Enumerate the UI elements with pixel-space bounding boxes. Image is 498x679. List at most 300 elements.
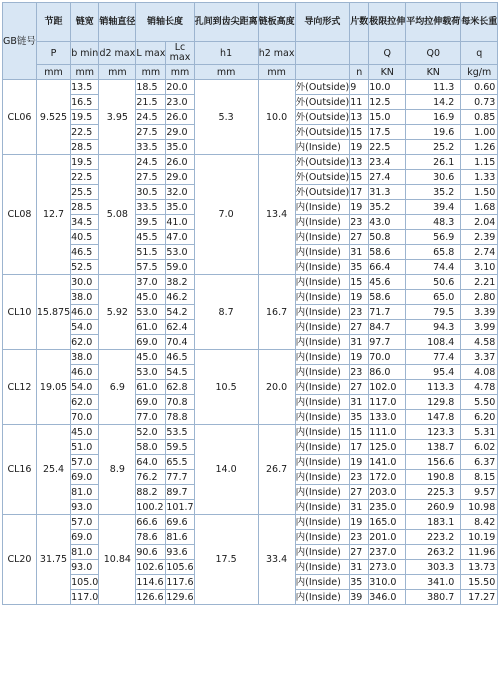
- wt-cell: 2.04: [461, 215, 498, 230]
- pin-len-cell: 37.0: [136, 275, 166, 290]
- pin-len-cell: 100.2: [136, 500, 166, 515]
- avg-cell: 138.7: [406, 440, 461, 455]
- header-ult: 极限拉伸: [369, 3, 406, 42]
- plates-cell: 19: [350, 350, 369, 365]
- guide-cell: 内(Inside): [295, 560, 350, 575]
- plates-cell: 31: [350, 245, 369, 260]
- table-row: [3, 275, 498, 290]
- unit-inner-width: mm: [71, 65, 99, 80]
- pin-len-cell: 30.5: [136, 185, 166, 200]
- avg-cell: 56.9: [406, 230, 461, 245]
- ult-cell: 31.3: [369, 185, 406, 200]
- ult-cell: 111.0: [369, 425, 406, 440]
- inner-width-cell: 19.5: [71, 110, 99, 125]
- model-cell: CL12: [3, 350, 37, 425]
- symbol-inner-width: b min: [71, 42, 99, 65]
- ult-cell: 17.5: [369, 125, 406, 140]
- inner-width-cell: 28.5: [71, 200, 99, 215]
- pin-lc-cell: 26.0: [166, 110, 194, 125]
- plates-cell: 27: [350, 320, 369, 335]
- plates-cell: 31: [350, 335, 369, 350]
- pin-len-cell: 69.0: [136, 395, 166, 410]
- guide-cell: 内(Inside): [295, 260, 350, 275]
- ult-cell: 22.5: [369, 140, 406, 155]
- header-pitch: 节距: [36, 3, 70, 42]
- avg-cell: 14.2: [406, 95, 461, 110]
- table-body: [3, 3, 498, 605]
- avg-cell: 50.6: [406, 275, 461, 290]
- guide-cell: 内(Inside): [295, 545, 350, 560]
- symbol-plate-h: h2 max: [258, 42, 295, 65]
- guide-cell: 内(Inside): [295, 470, 350, 485]
- plates-cell: 31: [350, 395, 369, 410]
- avg-cell: 303.3: [406, 560, 461, 575]
- ult-cell: 58.6: [369, 290, 406, 305]
- plates-cell: 13: [350, 110, 369, 125]
- pin-lc-cell: 62.4: [166, 320, 194, 335]
- pin-lc-cell: 47.0: [166, 230, 194, 245]
- pin-lc-cell: 89.7: [166, 485, 194, 500]
- chain-spec-table: [2, 2, 498, 605]
- avg-cell: 65.8: [406, 245, 461, 260]
- model-cell: CL16: [3, 425, 37, 515]
- guide-cell: 内(Inside): [295, 215, 350, 230]
- ult-cell: 50.8: [369, 230, 406, 245]
- hole-dist-cell: 5.3: [194, 80, 258, 155]
- pin-dia-cell: 6.9: [99, 350, 136, 425]
- plates-cell: 19: [350, 455, 369, 470]
- pin-lc-cell: 29.0: [166, 125, 194, 140]
- symbol-pin-lc: Lc max: [166, 42, 194, 65]
- pin-lc-cell: 62.8: [166, 380, 194, 395]
- guide-cell: 内(Inside): [295, 440, 350, 455]
- pin-len-cell: 51.5: [136, 245, 166, 260]
- wt-cell: 1.50: [461, 185, 498, 200]
- ult-cell: 58.6: [369, 245, 406, 260]
- pin-len-cell: 39.5: [136, 215, 166, 230]
- inner-width-cell: 62.0: [71, 395, 99, 410]
- avg-cell: 16.9: [406, 110, 461, 125]
- plates-cell: 15: [350, 275, 369, 290]
- unit-guide: [295, 65, 350, 80]
- pin-lc-cell: 59.0: [166, 260, 194, 275]
- hole-dist-cell: 14.0: [194, 425, 258, 515]
- wt-cell: 1.15: [461, 155, 498, 170]
- table-row: [3, 350, 498, 365]
- ult-cell: 237.0: [369, 545, 406, 560]
- guide-cell: 内(Inside): [295, 500, 350, 515]
- pin-len-cell: 69.0: [136, 335, 166, 350]
- wt-cell: 5.31: [461, 425, 498, 440]
- wt-cell: 13.73: [461, 560, 498, 575]
- wt-cell: 0.60: [461, 80, 498, 95]
- pin-dia-cell: 5.92: [99, 275, 136, 350]
- pin-len-cell: 52.0: [136, 425, 166, 440]
- wt-cell: 1.68: [461, 200, 498, 215]
- header-wt: 每米长重: [461, 3, 498, 42]
- pin-dia-cell: 5.08: [99, 155, 136, 275]
- inner-width-cell: 46.5: [71, 245, 99, 260]
- wt-cell: 4.08: [461, 365, 498, 380]
- guide-cell: 内(Inside): [295, 455, 350, 470]
- table-row: [3, 155, 498, 170]
- pin-len-cell: 33.5: [136, 200, 166, 215]
- wt-cell: 1.33: [461, 170, 498, 185]
- table-row: [3, 80, 498, 95]
- pitch-cell: 12.7: [36, 155, 70, 275]
- guide-cell: 内(Inside): [295, 290, 350, 305]
- guide-cell: 内(Inside): [295, 365, 350, 380]
- inner-width-cell: 70.0: [71, 410, 99, 425]
- avg-cell: 35.2: [406, 185, 461, 200]
- guide-cell: 外(Outside): [295, 126, 350, 138]
- model-cell: CL06: [3, 80, 37, 155]
- avg-cell: 123.3: [406, 425, 461, 440]
- plates-cell: 15: [350, 425, 369, 440]
- ult-cell: 141.0: [369, 455, 406, 470]
- avg-cell: 74.4: [406, 260, 461, 275]
- hole-dist-cell: 17.5: [194, 515, 258, 605]
- plates-cell: 27: [350, 230, 369, 245]
- symbol-pitch: P: [36, 42, 70, 65]
- guide-cell: 外(Outside): [295, 96, 350, 108]
- pin-lc-cell: 105.6: [166, 561, 194, 573]
- guide-cell: 内(Inside): [295, 350, 350, 365]
- pin-lc-cell: 32.0: [166, 185, 194, 200]
- pin-lc-cell: 46.2: [166, 290, 194, 305]
- avg-cell: 190.8: [406, 470, 461, 485]
- inner-width-cell: 69.0: [71, 470, 99, 485]
- wt-cell: 4.78: [461, 380, 498, 395]
- ult-cell: 125.0: [369, 440, 406, 455]
- inner-width-cell: 69.0: [71, 530, 99, 545]
- plates-cell: 27: [350, 485, 369, 500]
- pin-lc-cell: 20.0: [166, 80, 194, 95]
- avg-cell: 19.6: [406, 125, 461, 140]
- pin-lc-cell: 29.0: [166, 170, 194, 185]
- ult-cell: 35.2: [369, 200, 406, 215]
- pin-len-cell: 45.0: [136, 290, 166, 305]
- inner-width-cell: 57.0: [71, 455, 99, 470]
- pin-lc-cell: 54.2: [166, 305, 194, 320]
- guide-cell: 内(Inside): [295, 320, 350, 335]
- pin-lc-cell: 46.5: [166, 350, 194, 365]
- wt-cell: 10.98: [461, 500, 498, 515]
- pin-lc-cell: 23.0: [166, 95, 194, 110]
- avg-cell: 30.6: [406, 170, 461, 185]
- avg-cell: 113.3: [406, 380, 461, 395]
- avg-cell: 65.0: [406, 290, 461, 305]
- ult-cell: 97.7: [369, 335, 406, 350]
- ult-cell: 172.0: [369, 470, 406, 485]
- avg-cell: 183.1: [406, 515, 461, 530]
- plate-h-cell: 10.0: [258, 80, 295, 155]
- wt-cell: 2.80: [461, 290, 498, 305]
- inner-width-cell: 13.5: [71, 80, 99, 95]
- symbol-pin-dia: d2 max: [99, 42, 136, 65]
- inner-width-cell: 54.0: [71, 320, 99, 335]
- pin-lc-cell: 93.6: [166, 545, 194, 560]
- ult-cell: 117.0: [369, 395, 406, 410]
- wt-cell: 9.57: [461, 485, 498, 500]
- hole-dist-cell: 8.7: [194, 275, 258, 350]
- unit-pin-dia: mm: [99, 65, 136, 80]
- unit-hole-dist: mm: [194, 65, 258, 80]
- guide-cell: 内(Inside): [295, 590, 350, 605]
- avg-cell: 25.2: [406, 140, 461, 155]
- ult-cell: 43.0: [369, 215, 406, 230]
- plates-cell: 17: [350, 185, 369, 200]
- pin-len-cell: 61.0: [136, 320, 166, 335]
- guide-cell: 内(Inside): [295, 485, 350, 500]
- avg-cell: 108.4: [406, 335, 461, 350]
- avg-cell: 39.4: [406, 200, 461, 215]
- plates-cell: 23: [350, 470, 369, 485]
- hole-dist-cell: 7.0: [194, 155, 258, 275]
- plates-cell: 35: [350, 575, 369, 590]
- plates-cell: 19: [350, 200, 369, 215]
- plates-cell: 17: [350, 440, 369, 455]
- pin-lc-cell: 70.8: [166, 395, 194, 410]
- plate-h-cell: 20.0: [258, 350, 295, 425]
- ult-cell: 235.0: [369, 500, 406, 515]
- wt-cell: 4.58: [461, 335, 498, 350]
- pin-lc-cell: 69.6: [166, 515, 194, 530]
- unit-wt: kg/m: [461, 65, 498, 80]
- guide-cell: 外(Outside): [295, 171, 350, 183]
- guide-cell: 内(Inside): [295, 410, 350, 425]
- header-pin-dia: 销轴直径: [99, 3, 136, 42]
- wt-cell: 6.20: [461, 410, 498, 425]
- inner-width-cell: 34.5: [71, 215, 99, 230]
- inner-width-cell: 51.0: [71, 440, 99, 455]
- avg-cell: 95.4: [406, 365, 461, 380]
- guide-cell: 内(Inside): [295, 230, 350, 245]
- wt-cell: 2.21: [461, 275, 498, 290]
- hole-dist-cell: 10.5: [194, 350, 258, 425]
- table-row: [3, 515, 498, 530]
- pin-len-cell: 24.5: [136, 155, 166, 170]
- symbol-ult: Q: [369, 42, 406, 65]
- avg-cell: 225.3: [406, 485, 461, 500]
- pin-len-cell: 64.0: [136, 455, 166, 470]
- inner-width-cell: 117.0: [71, 591, 99, 603]
- header-row: [3, 3, 498, 42]
- ult-cell: 45.6: [369, 275, 406, 290]
- guide-cell: 内(Inside): [295, 275, 350, 290]
- ult-cell: 273.0: [369, 560, 406, 575]
- plates-cell: 23: [350, 365, 369, 380]
- wt-cell: 3.39: [461, 305, 498, 320]
- guide-cell: 外(Outside): [295, 81, 350, 93]
- inner-width-cell: 40.5: [71, 230, 99, 245]
- unit-pitch: mm: [36, 65, 70, 80]
- pin-len-cell: 77.0: [136, 410, 166, 425]
- inner-width-cell: 52.5: [71, 260, 99, 275]
- header-hole-dist: 孔间到齿尖距离: [194, 3, 258, 42]
- guide-cell: 内(Inside): [295, 140, 350, 155]
- unit-plate-h: mm: [258, 65, 295, 80]
- ult-cell: 70.0: [369, 350, 406, 365]
- inner-width-cell: 93.0: [71, 560, 99, 575]
- avg-cell: 94.3: [406, 320, 461, 335]
- unit-pin-len: mm: [136, 65, 166, 80]
- pin-len-cell: 76.2: [136, 470, 166, 485]
- plates-cell: 27: [350, 545, 369, 560]
- pin-lc-cell: 101.7: [166, 501, 194, 513]
- pin-lc-cell: 38.2: [166, 275, 194, 290]
- unit-pin-lc: mm: [166, 65, 194, 80]
- inner-width-cell: 54.0: [71, 380, 99, 395]
- avg-cell: 263.2: [406, 545, 461, 560]
- pitch-cell: 19.05: [36, 350, 70, 425]
- symbol-plates: [350, 42, 369, 65]
- avg-cell: 260.9: [406, 500, 461, 515]
- ult-cell: 133.0: [369, 410, 406, 425]
- model-cell: CL08: [3, 155, 37, 275]
- avg-cell: 380.7: [406, 590, 461, 605]
- ult-cell: 201.0: [369, 530, 406, 545]
- avg-cell: 11.3: [406, 80, 461, 95]
- header-gb: GB链号: [3, 3, 37, 80]
- pin-lc-cell: 78.8: [166, 410, 194, 425]
- pin-len-cell: 45.0: [136, 350, 166, 365]
- pin-lc-cell: 35.0: [166, 140, 194, 155]
- pin-lc-cell: 35.0: [166, 200, 194, 215]
- avg-cell: 48.3: [406, 215, 461, 230]
- avg-cell: 223.2: [406, 530, 461, 545]
- plates-cell: 35: [350, 260, 369, 275]
- pin-len-cell: 66.6: [136, 515, 166, 530]
- inner-width-cell: 38.0: [71, 350, 99, 365]
- plates-cell: 19: [350, 140, 369, 155]
- unit-plates: n: [350, 65, 369, 80]
- wt-cell: 6.37: [461, 455, 498, 470]
- model-cell: CL20: [3, 515, 37, 605]
- wt-cell: 5.50: [461, 395, 498, 410]
- wt-cell: 3.10: [461, 260, 498, 275]
- guide-cell: 内(Inside): [295, 245, 350, 260]
- pitch-cell: 31.75: [36, 515, 70, 605]
- plates-cell: 11: [350, 95, 369, 110]
- ult-cell: 66.4: [369, 260, 406, 275]
- plate-h-cell: 13.4: [258, 155, 295, 275]
- guide-cell: 外(Outside): [295, 111, 350, 123]
- plates-cell: 15: [350, 125, 369, 140]
- wt-cell: 2.74: [461, 245, 498, 260]
- symbol-row: [3, 42, 498, 65]
- unit-avg: KN: [406, 65, 461, 80]
- plates-cell: 19: [350, 515, 369, 530]
- plates-cell: 31: [350, 500, 369, 515]
- pin-dia-cell: 10.84: [99, 515, 136, 605]
- avg-cell: 79.5: [406, 305, 461, 320]
- plates-cell: 35: [350, 410, 369, 425]
- inner-width-cell: 46.0: [71, 305, 99, 320]
- pin-len-cell: 24.5: [136, 110, 166, 125]
- avg-cell: 156.6: [406, 455, 461, 470]
- wt-cell: 0.73: [461, 95, 498, 110]
- inner-width-cell: 22.5: [71, 170, 99, 185]
- pin-lc-cell: 53.0: [166, 245, 194, 260]
- pin-lc-cell: 26.0: [166, 155, 194, 170]
- pitch-cell: 15.875: [36, 275, 70, 350]
- inner-width-cell: 105.0: [71, 576, 99, 588]
- symbol-pin-len: L max: [136, 42, 166, 65]
- guide-cell: 内(Inside): [295, 425, 350, 440]
- guide-cell: 外(Outside): [295, 186, 350, 198]
- ult-cell: 346.0: [369, 590, 406, 605]
- pin-len-cell: 27.5: [136, 170, 166, 185]
- pin-len-cell: 102.6: [136, 560, 166, 575]
- guide-cell: 内(Inside): [295, 200, 350, 215]
- pin-len-cell: 33.5: [136, 140, 166, 155]
- pin-len-cell: 114.6: [136, 575, 166, 590]
- wt-cell: 8.42: [461, 515, 498, 530]
- ult-cell: 102.0: [369, 380, 406, 395]
- header-plates: 片数: [350, 3, 369, 42]
- avg-cell: 129.8: [406, 395, 461, 410]
- pin-len-cell: 53.0: [136, 365, 166, 380]
- ult-cell: 71.7: [369, 305, 406, 320]
- plates-cell: 23: [350, 215, 369, 230]
- plates-cell: 27: [350, 380, 369, 395]
- pin-lc-cell: 59.5: [166, 440, 194, 455]
- pin-lc-cell: 81.6: [166, 530, 194, 545]
- plates-cell: 13: [350, 155, 369, 170]
- wt-cell: 3.37: [461, 350, 498, 365]
- plates-cell: 31: [350, 560, 369, 575]
- inner-width-cell: 45.0: [71, 425, 99, 440]
- pin-len-cell: 58.0: [136, 440, 166, 455]
- inner-width-cell: 93.0: [71, 500, 99, 515]
- wt-cell: 10.19: [461, 530, 498, 545]
- plates-cell: 39: [350, 590, 369, 605]
- inner-width-cell: 19.5: [71, 155, 99, 170]
- model-cell: CL10: [3, 275, 37, 350]
- avg-cell: 77.4: [406, 350, 461, 365]
- pin-dia-cell: 8.9: [99, 425, 136, 515]
- pin-len-cell: 27.5: [136, 125, 166, 140]
- pin-lc-cell: 41.0: [166, 215, 194, 230]
- wt-cell: 17.27: [461, 590, 498, 605]
- guide-cell: 外(Outside): [295, 156, 350, 168]
- pin-len-cell: 45.5: [136, 230, 166, 245]
- pin-lc-cell: 129.6: [166, 591, 194, 603]
- symbol-guide: [295, 42, 350, 65]
- inner-width-cell: 16.5: [71, 95, 99, 110]
- plate-h-cell: 33.4: [258, 515, 295, 605]
- chain-spec-table-container: [2, 2, 498, 605]
- wt-cell: 0.85: [461, 110, 498, 125]
- wt-cell: 15.50: [461, 575, 498, 590]
- inner-width-cell: 57.0: [71, 515, 99, 530]
- header-inner-width: 链宽: [71, 3, 99, 42]
- inner-width-cell: 46.0: [71, 365, 99, 380]
- pitch-cell: 9.525: [36, 80, 70, 155]
- inner-width-cell: 81.0: [71, 545, 99, 560]
- symbol-wt: q: [461, 42, 498, 65]
- header-guide: 导向形式: [295, 3, 350, 42]
- wt-cell: 8.15: [461, 470, 498, 485]
- plates-cell: 19: [350, 290, 369, 305]
- pin-lc-cell: 70.4: [166, 335, 194, 350]
- pin-len-cell: 126.6: [136, 590, 166, 605]
- pin-len-cell: 53.0: [136, 305, 166, 320]
- pin-len-cell: 90.6: [136, 545, 166, 560]
- ult-cell: 10.0: [369, 80, 406, 95]
- symbol-hole-dist: h1: [194, 42, 258, 65]
